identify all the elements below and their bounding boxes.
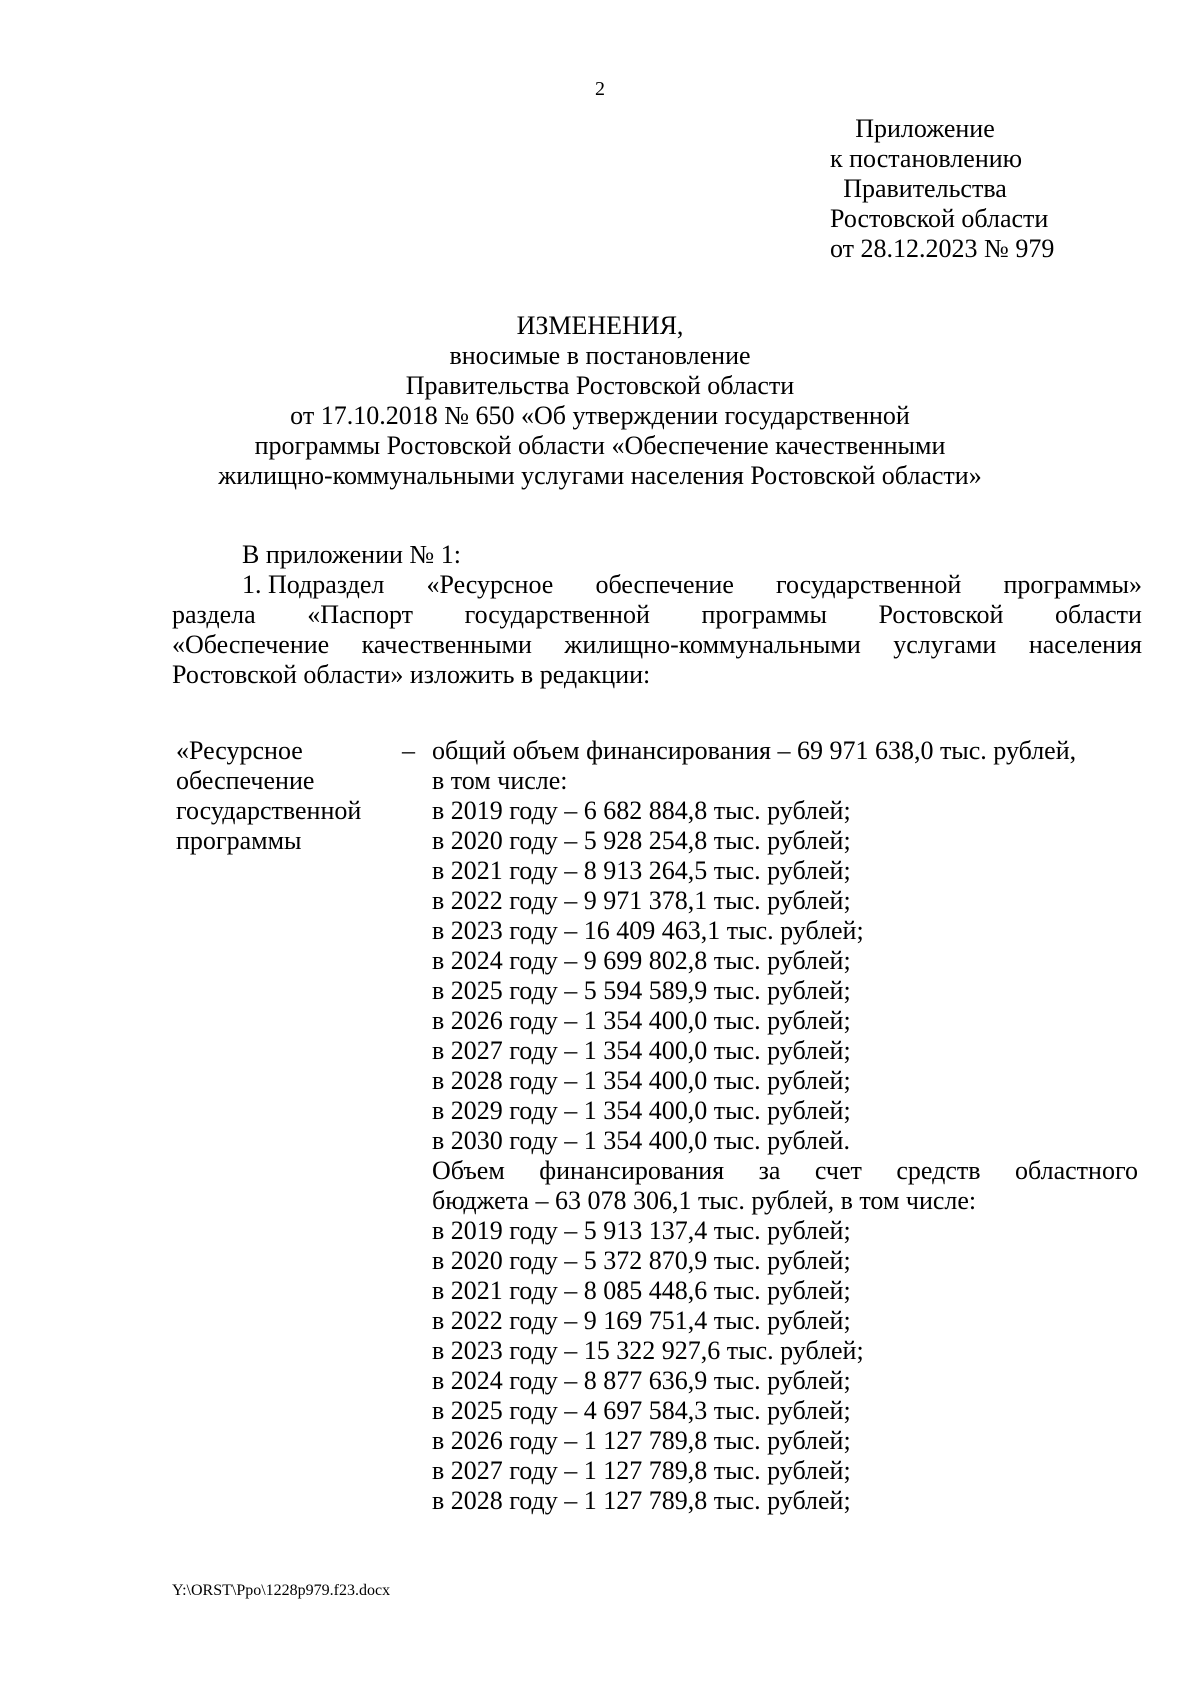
paragraph-text: Ростовской области» изложить в редакции:: [172, 660, 651, 689]
year-funding-line: в 2023 году – 16 409 463,1 тыс. рублей;: [432, 916, 864, 945]
year-funding-line: в 2021 году – 8 913 264,5 тыс. рублей;: [432, 856, 851, 885]
paragraph-word: 1. Подраздел: [242, 570, 385, 599]
regional-word: за: [758, 1156, 781, 1185]
paragraph-word: государственной: [464, 600, 650, 629]
resource-label-line: государственной: [176, 796, 362, 825]
paragraph-line: [172, 600, 1142, 630]
appendix-line: Правительства: [843, 174, 1007, 203]
title-line: вносимые в постановление: [449, 341, 751, 370]
total-funding-cont: в том числе:: [432, 766, 568, 795]
regional-year-line: в 2020 году – 5 372 870,9 тыс. рублей;: [432, 1246, 851, 1275]
total-funding-line: общий объем финансирования – 69 971 638,0 тыс. рублей,: [432, 736, 1077, 765]
paragraph-line: [172, 570, 1142, 600]
paragraph-line: [172, 660, 1142, 690]
paragraph-word: услугами: [893, 630, 997, 659]
year-funding-line: в 2022 году – 9 971 378,1 тыс. рублей;: [432, 886, 851, 915]
title-line: жилищно-коммунальными услугами населения Ростовской области»: [218, 461, 982, 490]
regional-word: Объем: [432, 1156, 505, 1185]
title-line: программы Ростовской области «Обеспечение качественными: [254, 431, 946, 460]
appendix-line: к постановлению: [830, 144, 1023, 173]
regional-funding-cont: бюджета – 63 078 306,1 тыс. рублей, в том числе:: [432, 1186, 977, 1215]
resource-label-line: «Ресурсное: [176, 736, 303, 765]
paragraph-line: [172, 630, 1142, 660]
regional-year-line: в 2028 году – 1 127 789,8 тыс. рублей;: [432, 1486, 851, 1515]
regional-word: счет: [814, 1156, 862, 1185]
year-funding-line: в 2030 году – 1 354 400,0 тыс. рублей.: [432, 1126, 850, 1155]
appendix-line: Ростовской области: [830, 204, 1049, 233]
title-heading: ИЗМЕНЕНИЯ,: [516, 311, 684, 340]
label-dash: –: [402, 736, 415, 765]
year-funding-line: в 2027 году – 1 354 400,0 тыс. рублей;: [432, 1036, 851, 1065]
year-funding-line: в 2019 году – 6 682 884,8 тыс. рублей;: [432, 796, 851, 825]
resource-label-line: обеспечение: [176, 766, 315, 795]
paragraph-word: «Обеспечение: [172, 630, 330, 659]
paragraph-word: «Ресурсное: [426, 570, 554, 599]
paragraph-word: Ростовской: [878, 600, 1004, 629]
intro-text: В приложении № 1:: [242, 540, 461, 569]
amendment-paragraph: [172, 570, 1142, 690]
year-funding-line: в 2028 году – 1 354 400,0 тыс. рублей;: [432, 1066, 851, 1095]
year-funding-line: в 2020 году – 5 928 254,8 тыс. рублей;: [432, 826, 851, 855]
year-funding-line: в 2026 году – 1 354 400,0 тыс. рублей;: [432, 1006, 851, 1035]
page-number: 2: [595, 78, 605, 100]
regional-year-line: в 2021 году – 8 085 448,6 тыс. рублей;: [432, 1276, 851, 1305]
title-line: Правительства Ростовской области: [405, 371, 795, 400]
paragraph-word: «Паспорт: [307, 600, 413, 629]
footer-file-path: Y:\ORST\Ppo\1228p979.f23.docx: [172, 1582, 391, 1599]
paragraph-word: населения: [1028, 630, 1142, 659]
regional-funding-line: [432, 1156, 1138, 1186]
regional-word: областного: [1015, 1156, 1138, 1185]
appendix-block: [830, 114, 1130, 264]
regional-year-line: в 2022 году – 9 169 751,4 тыс. рублей;: [432, 1306, 851, 1335]
paragraph-word: области: [1055, 600, 1142, 629]
paragraph-word: государственной: [776, 570, 962, 599]
regional-year-line: в 2025 году – 4 697 584,3 тыс. рублей;: [432, 1396, 851, 1425]
paragraph-word: качественными: [361, 630, 532, 659]
appendix-line: Приложение: [855, 114, 995, 143]
resource-label-line: программы: [176, 826, 302, 855]
regional-year-line: в 2026 году – 1 127 789,8 тыс. рублей;: [432, 1426, 851, 1455]
paragraph-word: программы»: [1003, 570, 1142, 599]
title-line: от 17.10.2018 № 650 «Об утверждении государственной: [290, 401, 910, 430]
regional-word: финансирования: [539, 1156, 725, 1185]
paragraph-word: раздела: [172, 600, 256, 629]
document-title: [0, 311, 1200, 491]
paragraph-word: обеспечение: [595, 570, 734, 599]
regional-year-line: в 2023 году – 15 322 927,6 тыс. рублей;: [432, 1336, 864, 1365]
paragraph-word: жилищно-коммунальными: [564, 630, 861, 659]
year-funding-line: в 2024 году – 9 699 802,8 тыс. рублей;: [432, 946, 851, 975]
resource-label: [176, 736, 376, 856]
regional-year-line: в 2024 году – 8 877 636,9 тыс. рублей;: [432, 1366, 851, 1395]
funding-values: [432, 736, 1138, 1516]
paragraph-word: программы: [701, 600, 827, 629]
year-funding-line: в 2029 году – 1 354 400,0 тыс. рублей;: [432, 1096, 851, 1125]
regional-year-line: в 2019 году – 5 913 137,4 тыс. рублей;: [432, 1216, 851, 1245]
regional-year-line: в 2027 году – 1 127 789,8 тыс. рублей;: [432, 1456, 851, 1485]
regional-word: средств: [896, 1156, 981, 1185]
year-funding-line: в 2025 году – 5 594 589,9 тыс. рублей;: [432, 976, 851, 1005]
appendix-line: от 28.12.2023 № 979: [830, 234, 1055, 263]
